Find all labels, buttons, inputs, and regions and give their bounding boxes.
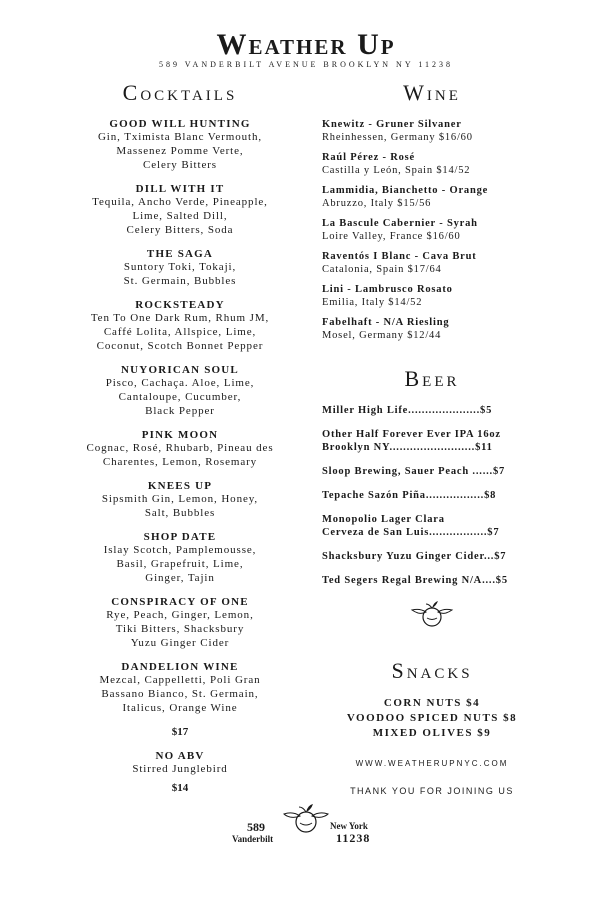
beer-item [322,489,542,502]
wine-item [322,250,542,276]
wine-origin-price: Rheinhessen, Germany $16/60 [322,132,473,143]
thank-you-note: THANK YOU FOR JOINING US [350,786,514,796]
wine-origin-price: Loire Valley, France $16/60 [322,231,461,242]
cocktail-name: NUYORICAN SOUL [121,364,239,376]
bar-title: Weather Up [216,28,396,61]
beer-line: Ted Segers Regal Brewing N/A....$5 [322,575,508,586]
cocktail-ingredients: Charentes, Lemon, Rosemary [102,456,258,468]
cocktail-ingredients: Bassano Bianco, St. Germain, [101,688,259,700]
wine-name: Raventós I Blanc - Cava Brut [322,251,477,262]
beer-item [322,550,542,563]
cocktail-item [70,661,290,715]
right-column [322,80,542,796]
snack-item: MIXED OLIVES $9 [372,727,492,739]
wine-title: Wine [403,80,461,105]
no-abv-name: NO ABV [155,750,205,762]
cocktail-ingredients: Ten To One Dark Rum, Rhum JM, [90,312,270,324]
wine-item [322,118,542,144]
beer-line: Miller High Life.....................$5 [322,405,493,416]
beer-item [322,513,542,539]
wine-name: Knewitz - Gruner Silvaner [322,119,462,130]
cocktail-item [70,596,290,650]
cocktail-ingredients: Celery Bitters [142,159,217,171]
cocktail-ingredients: Rye, Peach, Ginger, Lemon, [106,609,254,621]
no-abv-item [70,750,290,776]
cocktail-ingredients: Ginger, Tajin [145,572,215,584]
cocktail-ingredients: Mezcal, Cappelletti, Poli Gran [99,674,261,686]
cocktail-ingredients: Sipsmith Gin, Lemon, Honey, [101,493,259,505]
cocktail-ingredients: Salt, Bubbles [144,507,216,519]
snacks-title: Snacks [391,658,473,683]
footer-zip: 11238 [336,831,371,845]
cocktail-ingredients: Black Pepper [145,405,215,417]
cocktail-item [70,531,290,585]
wine-origin-price: Emilia, Italy $14/52 [322,297,423,308]
website-link[interactable]: WWW.WEATHERUPNYC.COM [355,759,509,768]
menu-header [0,28,612,69]
cocktail-item [70,248,290,288]
cocktail-item [70,480,290,520]
wine-origin-price: Castilla y León, Spain $14/52 [322,165,471,176]
wine-name: Raúl Pérez - Rosé [322,152,416,163]
footer-street-number: 589 [247,820,265,834]
beer-item [322,574,542,587]
cocktail-ingredients: Coconut, Scotch Bonnet Pepper [96,340,264,352]
beer-item [322,428,542,454]
cocktail-item [70,299,290,353]
footer-city: New York [330,821,368,831]
cocktail-name: PINK MOON [141,429,219,441]
cocktail-name: SHOP DATE [143,531,217,543]
beer-line: Other Half Forever Ever IPA 16oz [322,429,501,440]
cocktail-ingredients: Yuzu Ginger Cider [130,637,230,649]
cocktails-column [70,80,290,806]
cocktail-name: CONSPIRACY OF ONE [111,596,249,608]
wine-name: Lammidia, Bianchetto - Orange [322,185,489,196]
cocktails-title: Cocktails [122,80,238,105]
cocktail-ingredients: Islay Scotch, Pamplemousse, [103,544,257,556]
wine-item [322,283,542,309]
cocktail-ingredients: Suntory Toki, Tokaji, [123,261,237,273]
cocktail-item [70,118,290,172]
cocktail-name: DILL WITH IT [135,183,225,195]
wine-origin-price: Mosel, Germany $12/44 [322,330,442,341]
wine-name: La Bascule Cabernier - Syrah [322,218,478,229]
cocktail-name: ROCKSTEADY [135,299,225,311]
peach-wings-emblem-icon [410,598,454,632]
cocktail-ingredients: Celery Bitters, Soda [126,224,234,236]
cocktail-ingredients: Cognac, Rosé, Rhubarb, Pineau des [86,442,274,454]
footer [0,798,612,858]
beer-item [322,404,542,417]
cocktail-ingredients: Cantaloupe, Cucumber, [118,391,242,403]
cocktail-name: THE SAGA [146,248,214,260]
cocktail-item [70,183,290,237]
cocktail-ingredients: Tiki Bitters, Shacksbury [115,623,245,635]
cocktail-name: GOOD WILL HUNTING [109,118,251,130]
wine-name: Fabelhaft - N/A Riesling [322,317,450,328]
bar-address: 589 VANDERBILT AVENUE BROOKLYN NY 11238 [158,60,454,69]
wine-item [322,217,542,243]
beer-item [322,465,542,478]
peach-wings-emblem-icon [282,800,330,838]
beer-title: Beer [404,366,460,391]
beer-line: Tepache Sazón Piña.................$8 [322,490,497,501]
beer-line: Monopolio Lager Clara [322,514,445,525]
cocktail-ingredients: Italicus, Orange Wine [122,702,238,714]
beer-line: Brooklyn NY.........................$11 [322,442,493,453]
snack-item: VOODOO SPICED NUTS $8 [346,712,518,724]
no-abv-price: $14 [171,782,189,794]
cocktail-ingredients: Caffé Lolita, Allspice, Lime, [103,326,257,338]
wine-item [322,151,542,177]
cocktail-name: DANDELION WINE [121,661,239,673]
wine-item [322,316,542,342]
cocktail-ingredients: Tequila, Ancho Verde, Pineapple, [92,196,268,208]
cocktail-price: $17 [171,726,189,738]
beer-line: Cerveza de San Luis.................$7 [322,527,500,538]
cocktail-name: KNEES UP [147,480,213,492]
cocktail-ingredients: Gin, Tximista Blanc Vermouth, [97,131,263,143]
no-abv-ingredients: Stirred Junglebird [132,763,228,775]
cocktail-ingredients: Pisco, Cachaça. Aloe, Lime, [105,377,255,389]
cocktail-ingredients: Lime, Salted Dill, [132,210,228,222]
wine-item [322,184,542,210]
footer-street: Vanderbilt [232,834,274,844]
wine-origin-price: Abruzzo, Italy $15/56 [322,198,432,209]
snack-item: CORN NUTS $4 [383,697,481,709]
cocktail-ingredients: Massenez Pomme Verte, [116,145,244,157]
wine-origin-price: Catalonia, Spain $17/64 [322,264,442,275]
cocktail-item [70,364,290,418]
cocktail-ingredients: Basil, Grapefruit, Lime, [116,558,244,570]
cocktail-item [70,429,290,469]
beer-line: Shacksbury Yuzu Ginger Cider...$7 [322,551,507,562]
wine-name: Lini - Lambrusco Rosato [322,284,453,295]
beer-line: Sloop Brewing, Sauer Peach ......$7 [322,466,506,477]
cocktail-ingredients: St. Germain, Bubbles [123,275,237,287]
